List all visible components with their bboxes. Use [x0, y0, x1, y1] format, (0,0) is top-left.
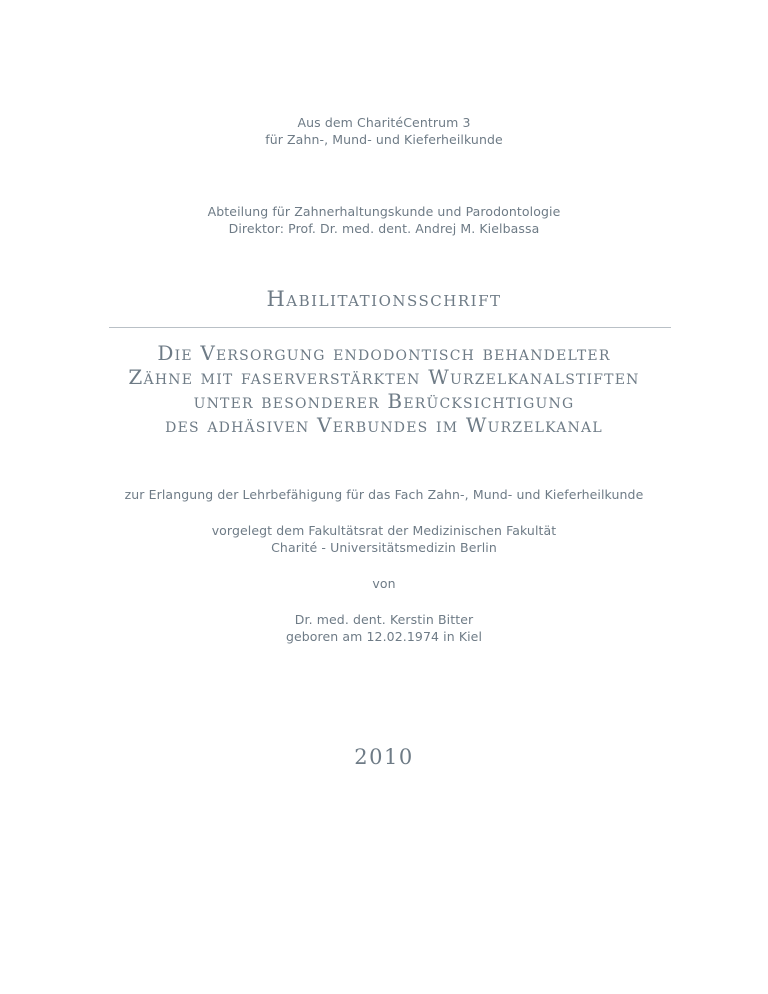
author-block	[0, 611, 768, 645]
thesis-title-line-2: Zähne mit faserverstärkten Wurzelkanalstiften	[128, 365, 640, 389]
submission-line-2: Charité - Universitätsmedizin Berlin	[271, 540, 497, 555]
department-line-1: Abteilung für Zahnerhaltungskunde und Parodontologie	[207, 204, 561, 219]
thesis-title-line-4: des adhäsiven Verbundes im Wurzelkanal	[165, 413, 603, 437]
von-label: von	[372, 576, 396, 591]
institution-line-1: Aus dem CharitéCentrum 3	[297, 115, 471, 130]
department-block	[0, 203, 768, 237]
submission-line-1: vorgelegt dem Fakultätsrat der Medizinischen Fakultät	[211, 523, 557, 538]
purpose-statement: zur Erlangung der Lehrbefähigung für das Fach Zahn-, Mund- und Kieferheilkunde	[124, 487, 644, 502]
year: 2010	[354, 745, 414, 769]
institution-block	[0, 114, 768, 148]
department-director: Direktor: Prof. Dr. med. dent. Andrej M. Kielbassa	[228, 221, 540, 236]
title-divider	[109, 327, 671, 328]
author-birth: geboren am 12.02.1974 in Kiel	[285, 629, 483, 644]
document-type-heading: Habilitationsschrift	[266, 287, 502, 311]
thesis-title-line-1: Die Versorgung endodontisch behandelter	[157, 341, 611, 365]
thesis-title	[0, 341, 768, 437]
thesis-title-line-3: unter besonderer Berücksichtigung	[193, 389, 575, 413]
submission-block	[0, 522, 768, 556]
institution-line-2: für Zahn-, Mund- und Kieferheilkunde	[265, 132, 503, 147]
author-name: Dr. med. dent. Kerstin Bitter	[294, 612, 474, 627]
